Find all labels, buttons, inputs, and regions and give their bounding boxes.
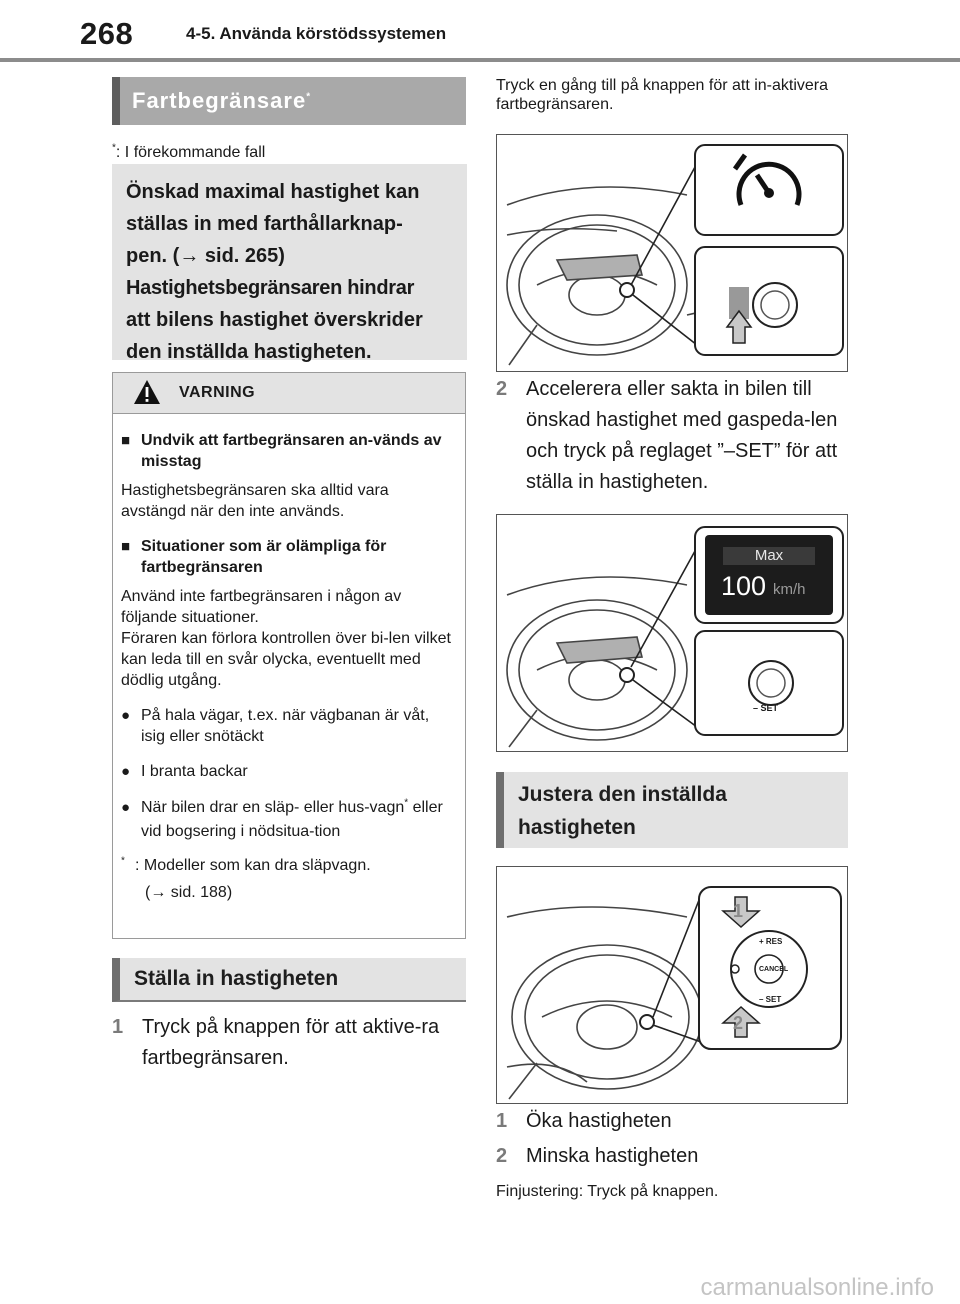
illustration-set-speed [496, 514, 848, 752]
summary-line: Önskad maximal hastighet kan [126, 181, 420, 203]
set-switch-label: – SET [753, 703, 779, 713]
watermark: carmanualsonline.info [700, 1274, 934, 1301]
warning-paragraph-2b: Föraren kan förlora kontrollen över bi-len vilket kan leda till en svår olycka, eventuellt med dödlig utgång. [121, 630, 451, 689]
callout-2: 2 [733, 1013, 744, 1033]
summary-line: Hastighetsbegränsaren hindrar [126, 277, 415, 299]
cancel-switch-label: CANCEL [759, 966, 789, 973]
step-2: 2 Accelerera eller sakta in bilen till önskad hastighet med gaspeda-len och tryck på reglaget ”–SET” för att ställa in hastigheten. [496, 378, 838, 493]
header-rule [0, 58, 960, 62]
square-bullet-icon: ■ [121, 432, 131, 449]
section-title-text: Fartbegränsare [132, 88, 307, 113]
illustration-adjust [496, 866, 848, 1104]
callout-1: 1 [733, 901, 744, 921]
round-bullet-icon: ● [121, 763, 131, 780]
display-speed-unit: km/h [773, 581, 806, 598]
warning-paragraph-2a: Använd inte fartbegränsaren i någon av följande situationer. [121, 588, 402, 626]
fine-adjust-note: Finjustering: Tryck på knappen. [496, 1183, 719, 1200]
set-switch-label-2: – SET [759, 995, 782, 1004]
right-intro: Tryck en gång till på knappen för att in-aktivera fartbegränsaren. [496, 77, 829, 113]
warning-triangle-icon [133, 379, 161, 405]
summary-box [112, 164, 467, 363]
warning-header [113, 373, 465, 414]
section-title-fartbegransare [112, 77, 466, 125]
adjust-item-2: 2 Minska hastigheten [496, 1145, 699, 1167]
warning-bullet-2: ● I branta backar [121, 763, 248, 780]
max-speed-display [705, 535, 833, 615]
footnote-top [112, 144, 265, 162]
page-number: 268 [80, 16, 134, 51]
steering-wheel-illustration [497, 135, 848, 372]
footnote-mark: * [112, 142, 116, 154]
steering-wheel-illustration-3 [497, 867, 848, 1104]
summary-line: pen. (→ sid. 265) [126, 245, 285, 267]
warning-footnote: * : Modeller som kan dra släpvagn. (→ sid. 188) [121, 855, 371, 901]
res-switch-label: + RES [759, 937, 783, 946]
round-bullet-icon: ● [121, 707, 131, 724]
adjust-item-1: 1 Öka hastigheten [496, 1110, 672, 1132]
summary-line: den inställda hastigheten. [126, 341, 372, 363]
summary-line: att bilens hastighet överskrider [126, 309, 423, 331]
illustration-activate [496, 134, 848, 372]
section-title-justera: Justera den inställda hastigheten [496, 772, 848, 848]
warning-body [113, 414, 465, 906]
title-asterisk: * [306, 91, 312, 103]
display-speed-value: 100 [721, 571, 767, 601]
footnote-text: : I förekommande fall [115, 144, 266, 161]
warning-bullet-3: ● När bilen drar en släp- eller hus-vagn* eller vid bogsering i nödsitua-tion [121, 796, 457, 844]
chapter-title: 4-5. Använda körstödssystemen [186, 24, 447, 43]
section-title-stalla: Ställa in hastigheten [112, 958, 466, 1002]
warning-heading-1: ■ Undvik att fartbegränsaren an-vänds av misstag [121, 432, 442, 470]
square-bullet-icon: ■ [121, 538, 131, 555]
summary-line: ställas in med farthållarknap- [126, 213, 403, 235]
round-bullet-icon: ● [121, 799, 131, 816]
display-max-label: Max [723, 547, 815, 565]
warning-box [112, 372, 466, 939]
warning-bullet-1: ● På hala vägar, t.ex. när vägbanan är våt, isig eller snötäckt [121, 707, 430, 745]
warning-heading-2: ■ Situationer som är olämpliga för fartbegränsaren [121, 538, 387, 576]
step-1: 1 Tryck på knappen för att aktive-ra fartbegränsaren. [112, 1016, 440, 1069]
warning-paragraph-1: Hastighetsbegränsaren ska alltid vara avstängd när den inte används. [121, 482, 389, 520]
warning-label: VARNING [179, 384, 256, 401]
